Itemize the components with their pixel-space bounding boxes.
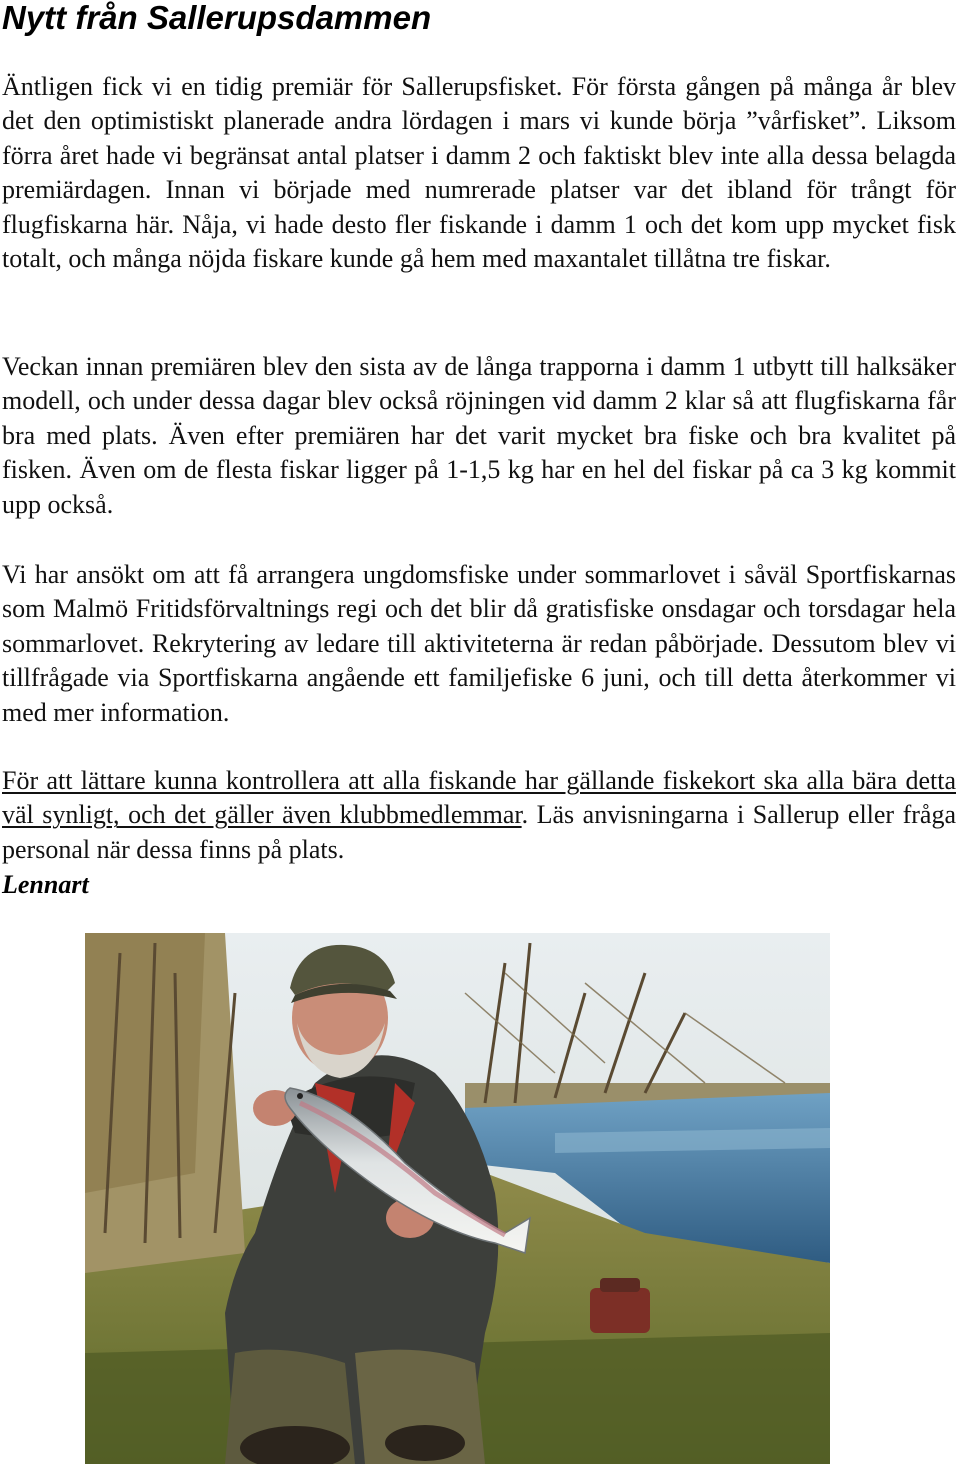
license-notice-rest: . Läs anvisningarna i Sallerup eller fråga personal när dessa finns på plats. — [2, 800, 956, 864]
article-title: Nytt från Sallerupsdammen — [2, 0, 432, 36]
paragraph-premiere: Äntligen fick vi en tidig premiär för Sallerupsfisket. För första gången på många år blev det den optimistiskt planerade andra lördagen i mars vi kunde börja ”vårfisket”. Liksom förra året hade vi begränsat antal platser i damm 2 och faktiskt blev inte alla dessa belagda premiärdagen. Innan vi började med numrerade platser var det ibland för trångt för flugfiskarna här. Nåja, vi hade desto fler fiskande i damm 1 och det kom upp mycket fisk totalt, och många nöjda fiskare kunde gå hem med maxantalet tillåtna tre fiskar. — [2, 72, 956, 274]
license-notice-underlined: För att lättare kunna kontrollera att alla fiskande har gällande fiskekort ska alla bära detta väl synligt, och det gäller även klubbmedlemmar — [2, 766, 956, 830]
paragraph-fishing-license — [2, 764, 956, 867]
angler-photo — [85, 933, 830, 1464]
paragraph-improvements: Veckan innan premiären blev den sista av de långa trapporna i damm 1 utbytt till halksäker modell, och under dessa dagar blev också röjningen vid damm 2 klar så att flugfiskarna får bra med plats. Även efter premiären har det varit mycket bra fiske och bra kvalitet på fisken. Även om de flesta fiskar ligger på 1-1,5 kg har en hel del fiskar på ca 3 kg kommit upp också. — [2, 352, 956, 519]
author-signature: Lennart — [2, 870, 89, 899]
paragraph-youth-fishing: Vi har ansökt om att få arrangera ungdomsfiske under sommarlovet i såväl Sportfiskarnas som Malmö Fritidsförvaltnings regi och det blir då gratisfiske onsdagar och torsdagar hela sommarlovet. Rekrytering av ledare till aktiviteterna är redan påbörjade. Dessutom blev vi tillfrågade via Sportfiskarna angående ett familjefiske 6 juni, och till detta återkommer vi med mer information. — [2, 560, 956, 727]
